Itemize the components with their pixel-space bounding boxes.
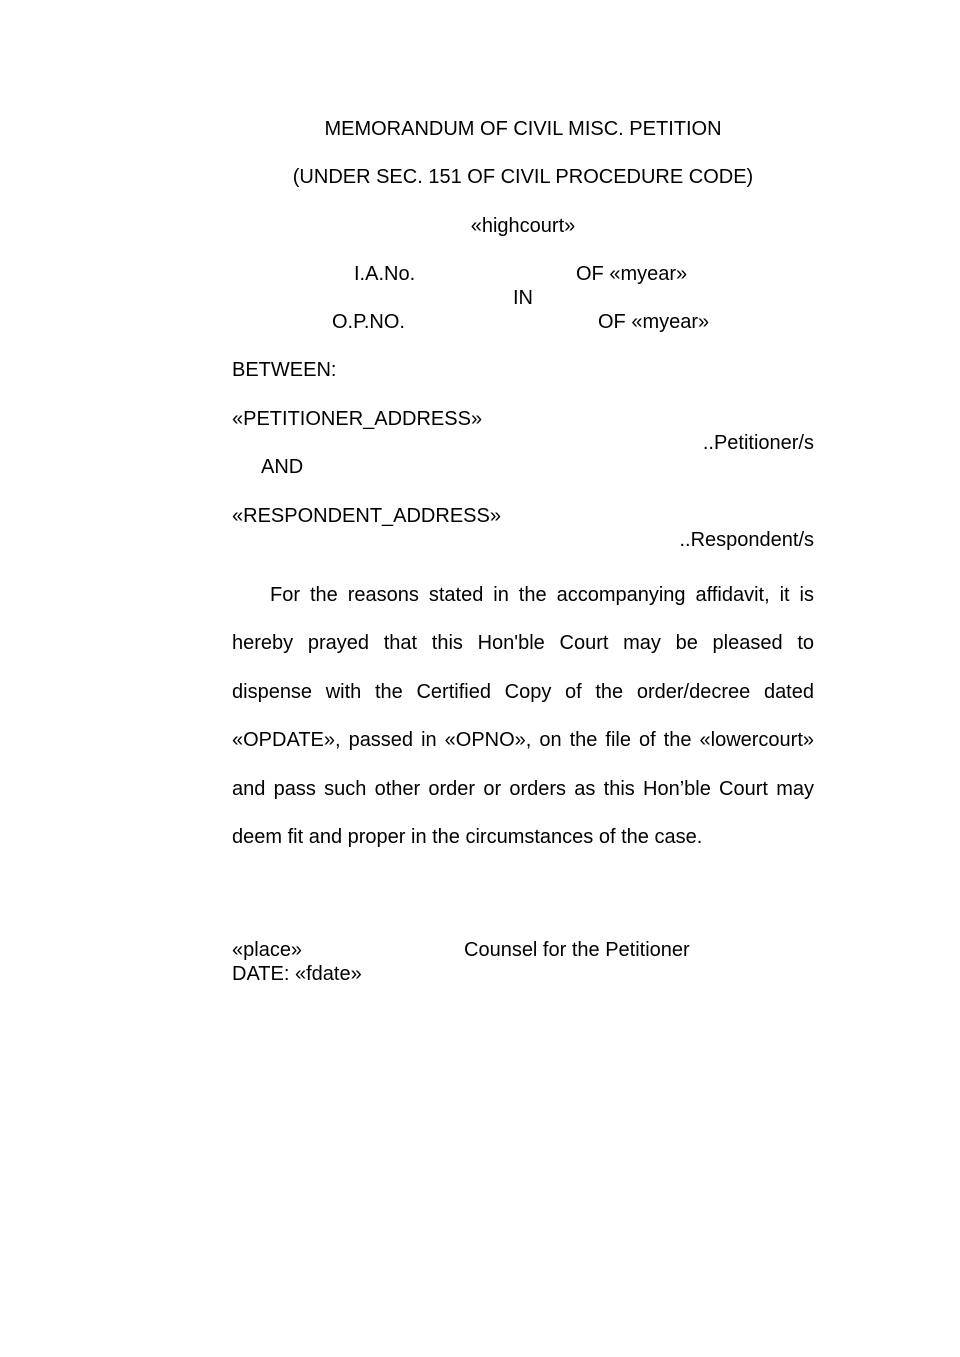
- counsel-signature-line: Counsel for the Petitioner: [464, 939, 690, 961]
- place-field: «place»: [232, 939, 303, 961]
- petitioner-role: ..Petitioner/s: [702, 432, 814, 454]
- respondent-address: «RESPONDENT_ADDRESS»: [232, 505, 501, 527]
- ia-year: OF «myear»: [576, 263, 688, 285]
- op-number-label: O.P.NO.: [332, 311, 405, 333]
- in-label: IN: [513, 287, 533, 309]
- ia-number-label: I.A.No.: [354, 263, 416, 285]
- court-name: «highcourt»: [470, 215, 576, 237]
- date-field: DATE: «fdate»: [232, 963, 362, 985]
- document-subtitle: (UNDER SEC. 151 OF CIVIL PROCEDURE CODE): [292, 166, 754, 188]
- respondent-role: ..Respondent/s: [679, 529, 814, 551]
- between-label: BETWEEN:: [232, 359, 337, 381]
- document-title: MEMORANDUM OF CIVIL MISC. PETITION: [324, 118, 722, 140]
- petitioner-address: «PETITIONER_ADDRESS»: [232, 408, 483, 430]
- op-year: OF «myear»: [598, 311, 710, 333]
- and-label: AND: [261, 456, 304, 478]
- prayer-paragraph: For the reasons stated in the accompanying affidavit, it is hereby prayed that this Hon'ble Court may be pleased to dispense with the Certified Copy of the order/decree dated «OPDATE», passed in «OPNO», on the file of the «lowercourt» and pass such other order or orders as this Hon’ble Court may deem fit and proper in the circumstances of the case.: [232, 584, 814, 849]
